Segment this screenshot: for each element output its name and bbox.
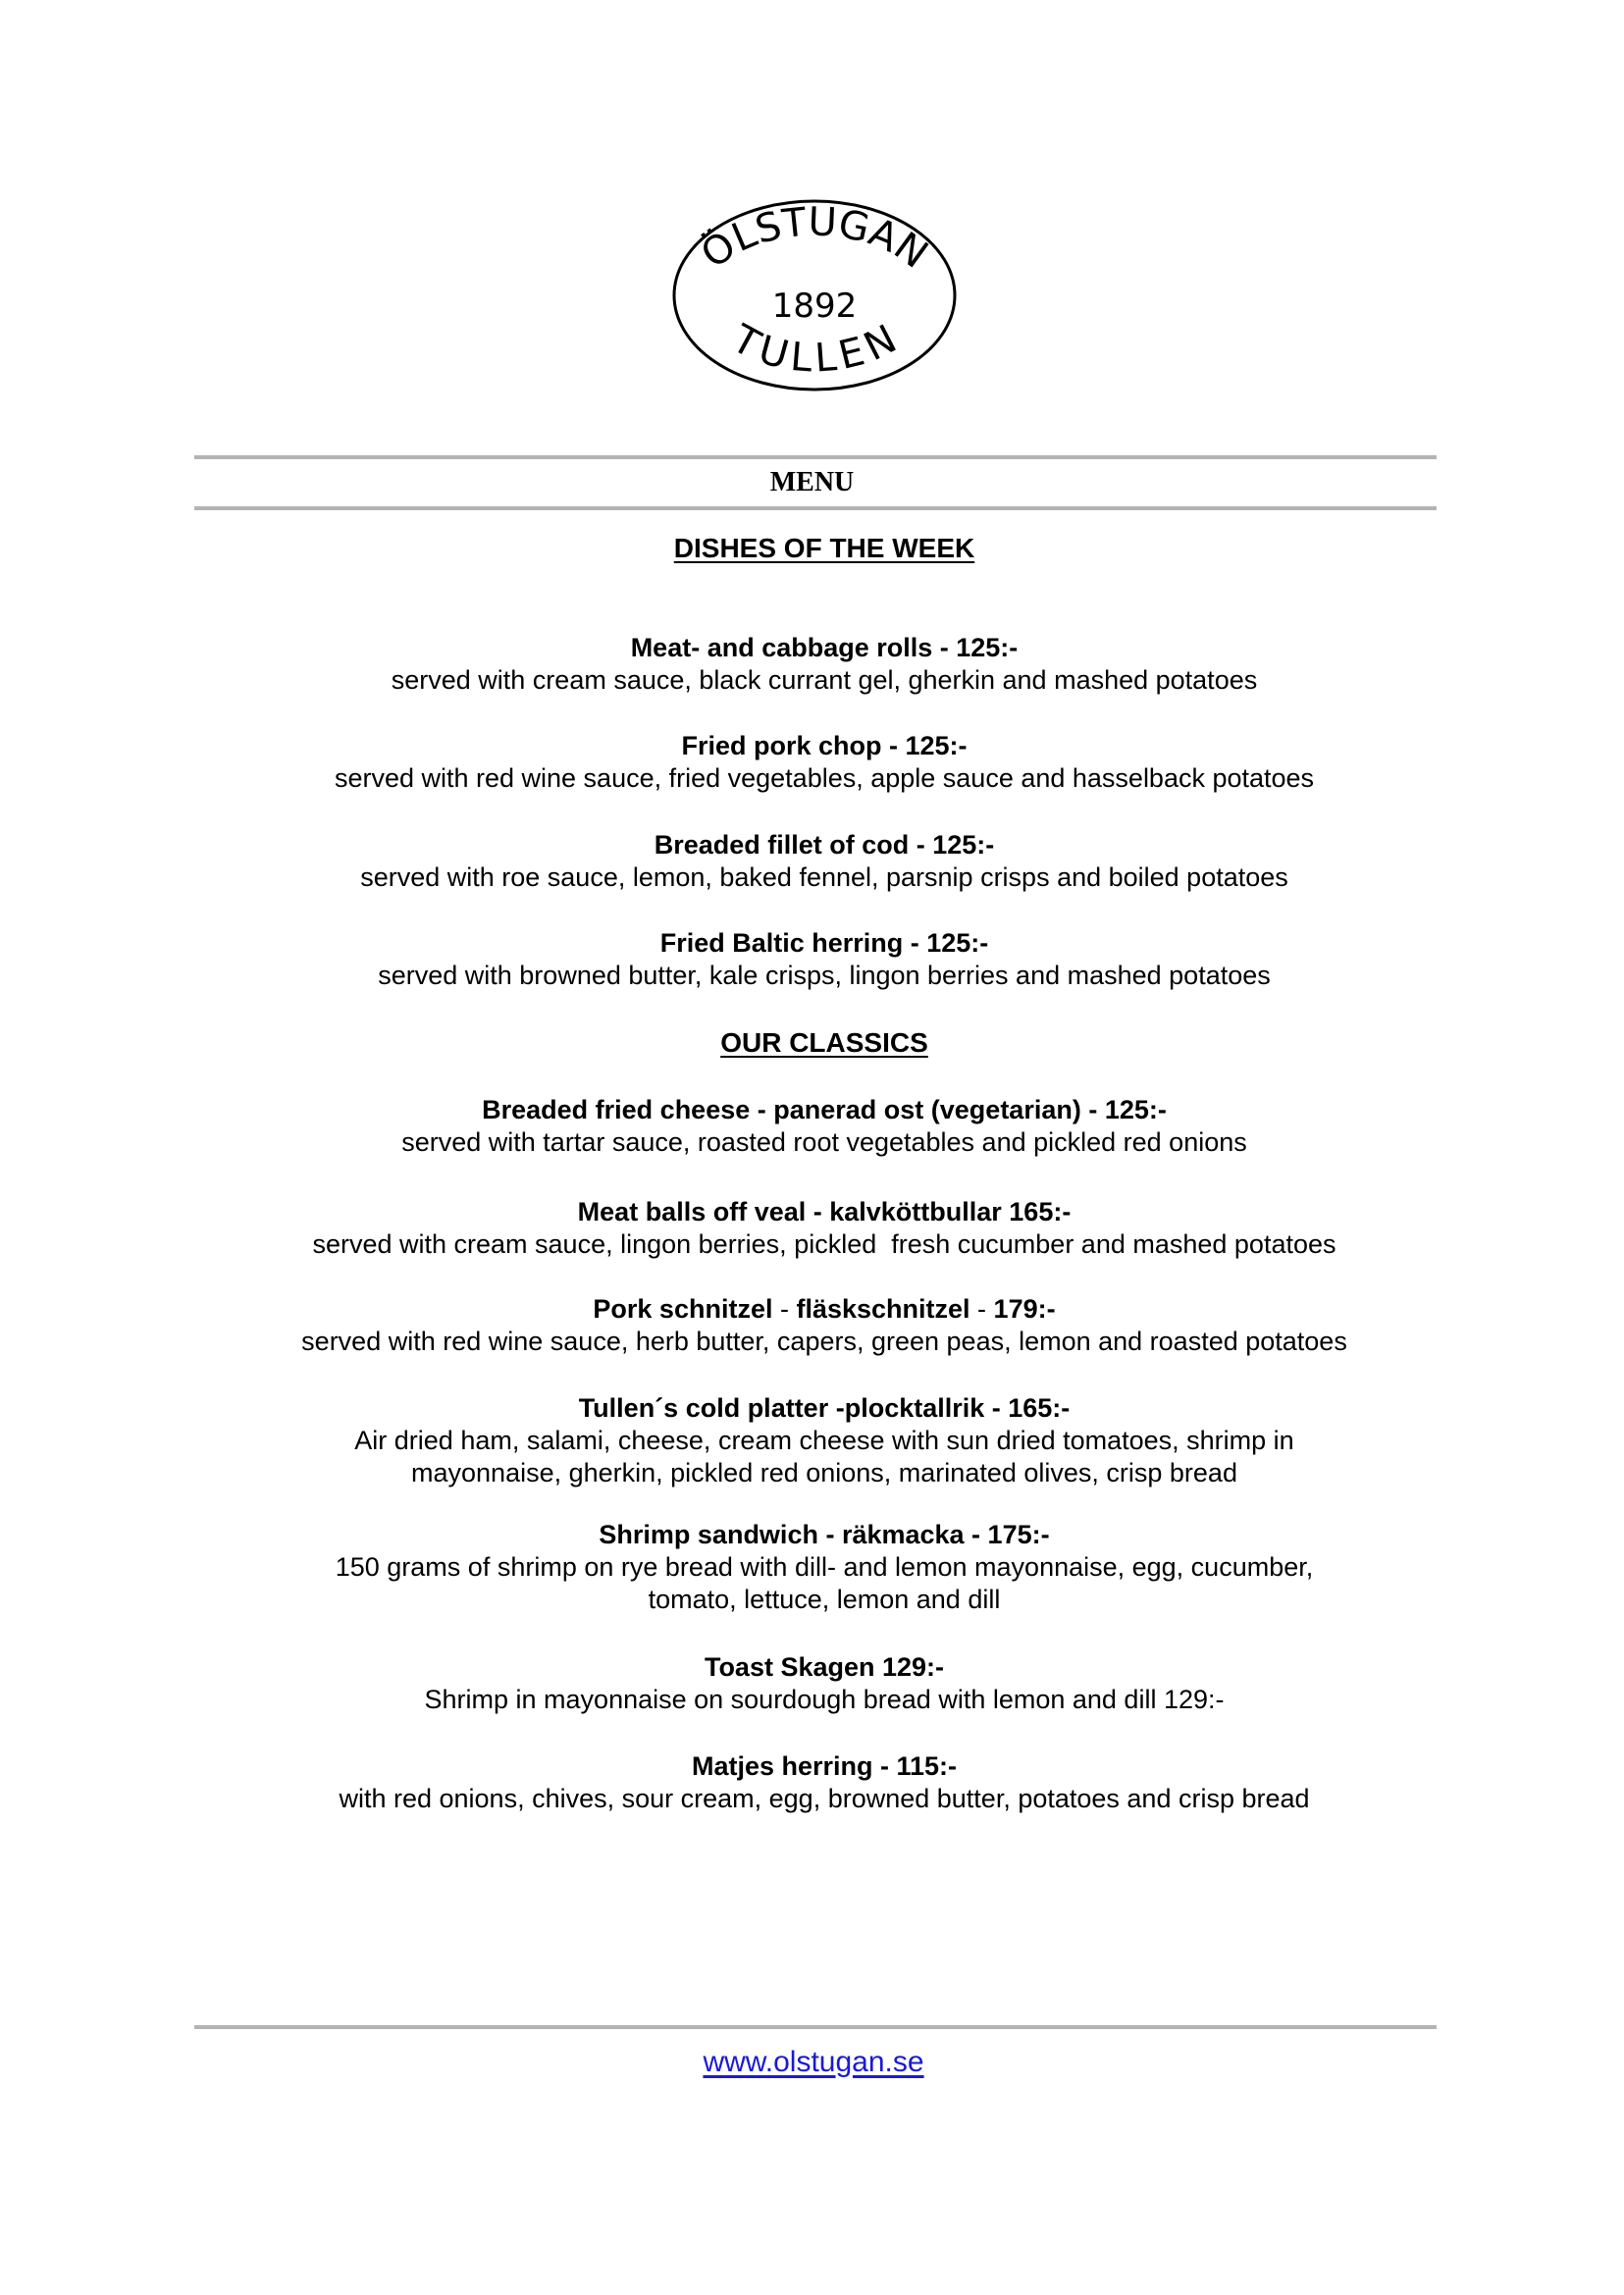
top-divider: [194, 455, 1437, 459]
menu-item-title: Meat balls off veal - kalvköttbullar 165:-: [577, 1197, 1072, 1226]
menu-item-title: Tullen´s cold platter -plocktallrik - 165:-: [578, 1393, 1071, 1423]
section-heading-dishes-of-the-week: DISHES OF THE WEEK: [673, 533, 975, 563]
footer-divider: [194, 2025, 1437, 2029]
website-link[interactable]: www.olstugan.se: [703, 2046, 924, 2078]
menu-item-title: Breaded fillet of cod - 125:-: [654, 830, 995, 860]
menu-item-title: Pork schnitzel - fläskschnitzel - 179:-: [593, 1294, 1056, 1324]
menu-item: [0, 730, 1624, 795]
menu-item-description: Shrimp in mayonnaise on sourdough bread with lemon and dill 129:-: [424, 1685, 1225, 1714]
logo-place-text: TULLEN: [724, 316, 904, 382]
menu-item-description: served with red wine sauce, fried vegetables, apple sauce and hasselback potatoes: [334, 763, 1315, 793]
menu-item-description: with red onions, chives, sour cream, egg, browned butter, potatoes and crisp bread: [339, 1784, 1310, 1813]
menu-item-title: Breaded fried cheese - panerad ost (vegetarian) - 125:-: [482, 1095, 1167, 1124]
menu-item: [0, 927, 1624, 992]
menu-item-description: 150 grams of shrimp on rye bread with dill- and lemon mayonnaise, egg, cucumber,: [335, 1552, 1314, 1582]
menu-item: [0, 1750, 1624, 1815]
menu-item-description: served with browned butter, kale crisps, lingon berries and mashed potatoes: [378, 961, 1271, 990]
menu-item-title: Fried pork chop - 125:-: [681, 731, 968, 760]
menu-item-description: tomato, lettuce, lemon and dill: [648, 1585, 1001, 1614]
menu-item-description: served with cream sauce, lingon berries, pickled fresh cucumber and mashed potatoes: [312, 1229, 1336, 1259]
menu-item: [0, 632, 1624, 697]
menu-item: [0, 829, 1624, 894]
menu-item: [0, 1094, 1624, 1159]
menu-item-description: Air dried ham, salami, cheese, cream cheese with sun dried tomatoes, shrimp in: [354, 1426, 1294, 1455]
menu-item: [0, 1196, 1624, 1261]
menu-item-description: served with red wine sauce, herb butter, capers, green peas, lemon and roasted potatoes: [301, 1327, 1347, 1356]
section-heading-our-classics: OUR CLASSICS: [720, 1027, 928, 1058]
menu-title: MENU: [769, 467, 855, 497]
menu-item-description: served with cream sauce, black currant gel, gherkin and mashed potatoes: [391, 665, 1258, 695]
menu-item: [0, 1651, 1624, 1716]
menu-item-title: Toast Skagen 129:-: [704, 1652, 945, 1682]
menu-item-title: Shrimp sandwich - räkmacka - 175:-: [599, 1520, 1050, 1549]
logo-year: 1892: [771, 287, 858, 326]
menu-item-description: served with roe sauce, lemon, baked fennel, parsnip crisps and boiled potatoes: [360, 862, 1288, 892]
menu-item-title: Meat- and cabbage rolls - 125:-: [630, 633, 1019, 662]
menu-item-description: served with tartar sauce, roasted root vegetables and pickled red onions: [401, 1127, 1247, 1157]
menu-item: [0, 1293, 1624, 1358]
menu-item: [0, 1392, 1624, 1489]
menu-item-title: Fried Baltic herring - 125:-: [659, 928, 989, 958]
menu-item-title: Matjes herring - 115:-: [691, 1751, 958, 1781]
menu-item: [0, 1519, 1624, 1616]
menu-item-description: mayonnaise, gherkin, pickled red onions, marinated olives, crisp bread: [411, 1458, 1237, 1487]
menu-divider: [194, 506, 1437, 510]
olstugan-logo: [667, 192, 962, 398]
logo-name-text: ÖLSTUGAN: [693, 199, 936, 278]
